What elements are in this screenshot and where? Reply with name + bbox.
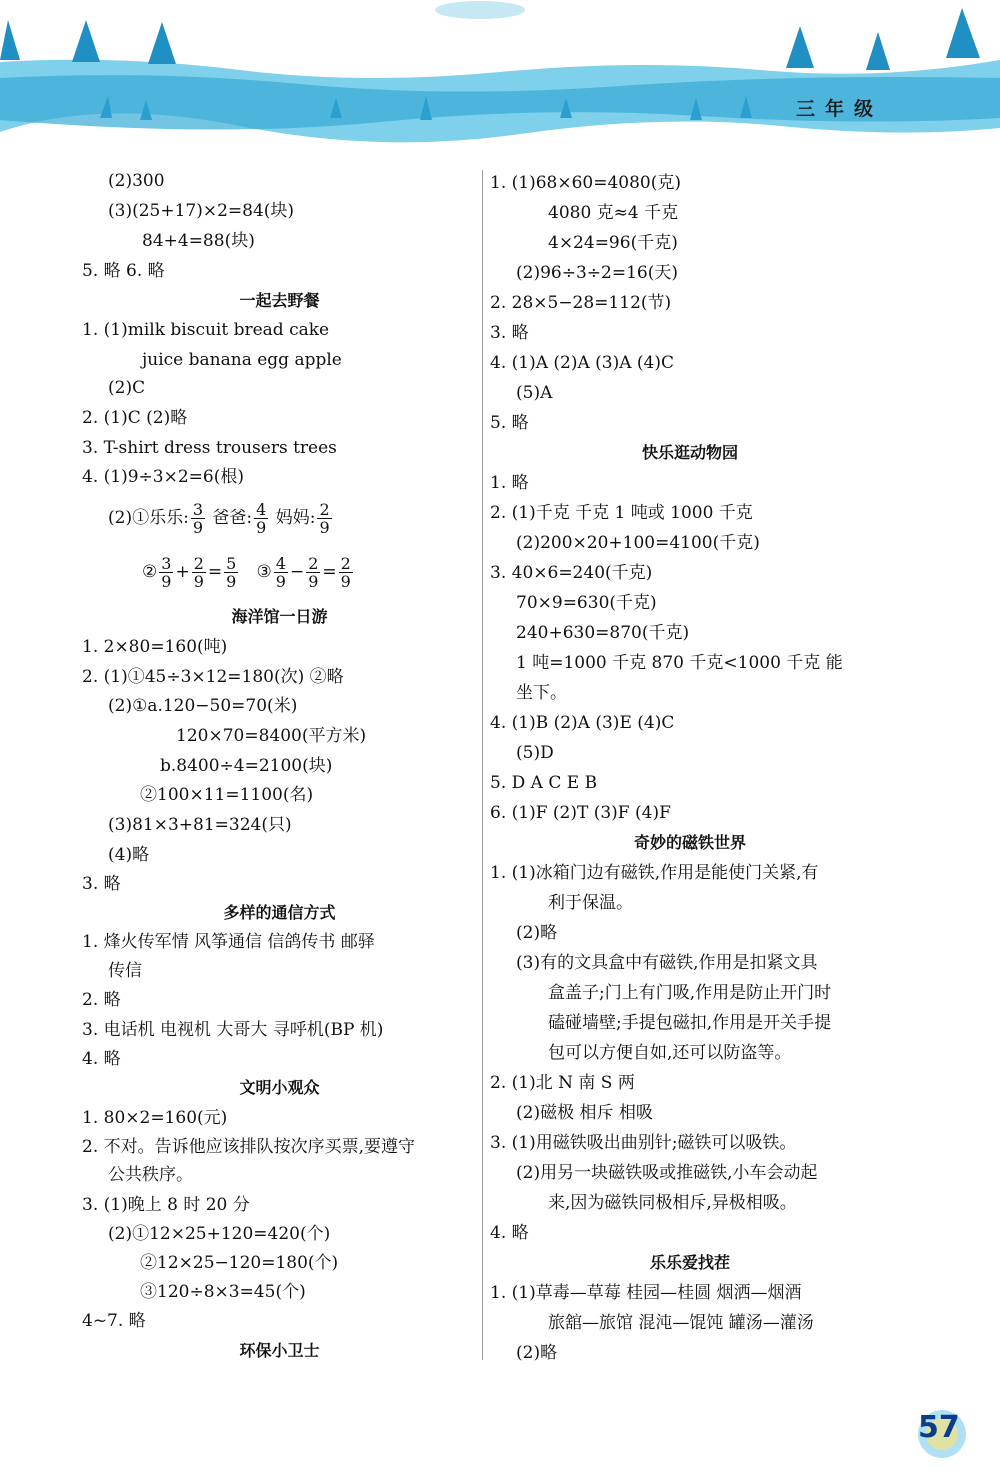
answer-line: 5. 略 [490,413,529,433]
answer-line: 120×70=8400(平方米) [176,726,367,746]
section-title: 快乐逛动物园 [641,443,738,462]
answer-line: 4. (1)9÷3×2=6(根) [82,467,244,487]
answer-line: 2. (1)北 N 南 S 两 [490,1073,635,1093]
answer-line: ③120÷8×3=45(个) [140,1282,306,1302]
section-title: 环保小卫士 [239,1341,320,1360]
answer-line: 2. 略 [82,990,121,1010]
answer-line: 1. 80×2=160(元) [82,1108,228,1128]
answer-line: 5. 略 6. 略 [82,261,165,281]
answer-line: 2. (1)①45÷3×12=180(次) ②略 [82,667,344,687]
answer-line: 3. 略 [82,874,121,894]
fraction-prefix: (2)①乐乐: [108,508,189,528]
answer-line: 3. 电话机 电视机 大哥大 寻呼机(BP 机) [82,1020,384,1040]
answer-line: 坐下。 [516,683,567,703]
answer-line: 1. (1)milk biscuit bread cake [82,320,330,340]
fraction-label: 爸爸: [207,508,253,528]
grade-label: 三年级 [796,98,884,120]
section-title: 文明小观众 [239,1078,320,1097]
answer-line: 包可以方便自如,还可以防盗等。 [548,1043,792,1063]
answer-line: 1. 略 [490,473,529,493]
answer-line: juice banana egg apple [142,350,342,370]
answer-line: (3)有的文具盒中有磁铁,作用是扣紧文具 [516,953,818,973]
fraction: $\frac{2}{9}$ [340,554,351,591]
header-banner [0,0,1000,160]
answer-line: 3. 40×6=240(千克) [490,563,653,583]
answer-line: ②12×25−120=180(个) [140,1253,339,1273]
column-divider [482,170,483,1360]
answer-line: 5. D A C E B [490,773,598,793]
answer-line: (2)C [108,378,146,398]
answer-line: 4080 克≈4 千克 [548,203,679,223]
answer-line: 4. 略 [490,1223,529,1243]
section-title: 奇妙的磁铁世界 [633,833,746,852]
answer-line: 240+630=870(千克) [516,623,690,643]
answer-line: (2)300 [108,171,165,191]
fraction: $\frac{2}{9}$ [319,500,330,537]
answer-line: (2)略 [516,923,558,943]
fraction: $\frac{5}{9}$ [226,554,237,591]
answer-line: (2)①12×25+120=420(个) [108,1224,331,1244]
answer-line: (2)略 [516,1343,558,1363]
answer-line: 2. (1)C (2)略 [82,408,188,428]
answer-line: 4~7. 略 [82,1311,146,1331]
section-title: 多样的通信方式 [223,903,336,922]
answer-line: 6. (1)F (2)T (3)F (4)F [490,803,671,823]
section-title: 海洋馆一日游 [231,607,328,626]
answer-line: ②100×11=1100(名) [140,785,314,805]
answer-line: (5)A [516,383,553,403]
fraction: $\frac{4}{9}$ [275,554,286,591]
answer-line: 3. 略 [490,323,529,343]
answer-line: 旅舘—旅馆 混沌—馄饨 罐汤—灌汤 [548,1313,814,1333]
answer-line: 来,因为磁铁同极相斥,异极相吸。 [548,1193,797,1213]
answer-line: (3)(25+17)×2=84(块) [108,201,295,221]
answer-line: (2)200×20+100=4100(千克) [516,533,760,553]
answer-line: 盒盖子;门上有门吸,作用是防止开门时 [548,983,832,1003]
answer-line: 4. (1)B (2)A (3)E (4)C [490,713,675,733]
answer-line: 1. 2×80=160(吨) [82,637,228,657]
answer-line: 4. (1)A (2)A (3)A (4)C [490,353,674,373]
answer-line: 2. 不对。告诉他应该排队按次序买票,要遵守 [82,1137,416,1157]
answer-line: 3. T-shirt dress trousers trees [82,438,337,458]
answer-line: 84+4=88(块) [142,231,255,251]
fraction: $\frac{3}{9}$ [161,554,172,591]
answer-line: 磕碰墙壁;手提包磁扣,作用是开关手提 [548,1013,832,1033]
answer-line: 2. 28×5−28=112(节) [490,293,672,313]
answer-line: (3)81×3+81=324(只) [108,815,292,835]
fraction-line [108,498,334,538]
answer-line: (2)用另一块磁铁吸或推磁铁,小车会动起 [516,1163,818,1183]
answer-line: 1. (1)草毒—草莓 桂园—桂圆 烟洒—烟酒 [490,1283,802,1303]
fraction: $\frac{2}{9}$ [308,554,319,591]
fraction-label: 妈妈: [270,508,316,528]
page-number: 57 [918,1410,960,1445]
answer-line: (2)磁极 相斥 相吸 [516,1103,653,1123]
answer-line: (2)96÷3÷2=16(天) [516,263,678,283]
answer-line: (2)①a.120−50=70(米) [108,696,298,716]
answer-line: 70×9=630(千克) [516,593,657,613]
section-title: 一起去野餐 [239,291,320,310]
answer-line: 3. (1)晚上 8 时 20 分 [82,1195,250,1215]
section-title: 乐乐爱找茬 [649,1253,730,1272]
fraction: $\frac{2}{9}$ [193,554,204,591]
answer-line: (4)略 [108,845,150,865]
answer-line: 3. (1)用磁铁吸出曲别针;磁铁可以吸铁。 [490,1133,797,1153]
answer-line: 1. (1)68×60=4080(克) [490,173,681,193]
answer-line: 利于保温。 [548,893,633,913]
answer-line: 4. 略 [82,1049,121,1069]
fraction: $\frac{3}{9}$ [192,500,203,537]
answer-line: (5)D [516,743,554,763]
answer-line: 4×24=96(千克) [548,233,678,253]
answer-line: 1 吨=1000 千克 870 千克<1000 千克 能 [516,653,843,673]
answer-line: 1. 烽火传军情 风筝通信 信鸽传书 邮驿 [82,932,375,952]
answer-line: 传信 [108,961,142,981]
answer-line: 1. (1)冰箱门边有磁铁,作用是能使门关紧,有 [490,863,819,883]
answer-line: b.8400÷4=2100(块) [160,756,333,776]
fraction-line: ② $\frac{3}{9}$ + $\frac{2}{9}$ = $\frac{5}{9}$ ③ $\frac{4}{9}$ − $\frac{2}{9}$ = $\frac{2}{9}$ [142,554,351,591]
fraction: $\frac{4}{9}$ [256,500,267,537]
answer-line: 2. (1)千克 千克 1 吨或 1000 千克 [490,503,753,523]
answer-line: 公共秩序。 [108,1165,193,1185]
